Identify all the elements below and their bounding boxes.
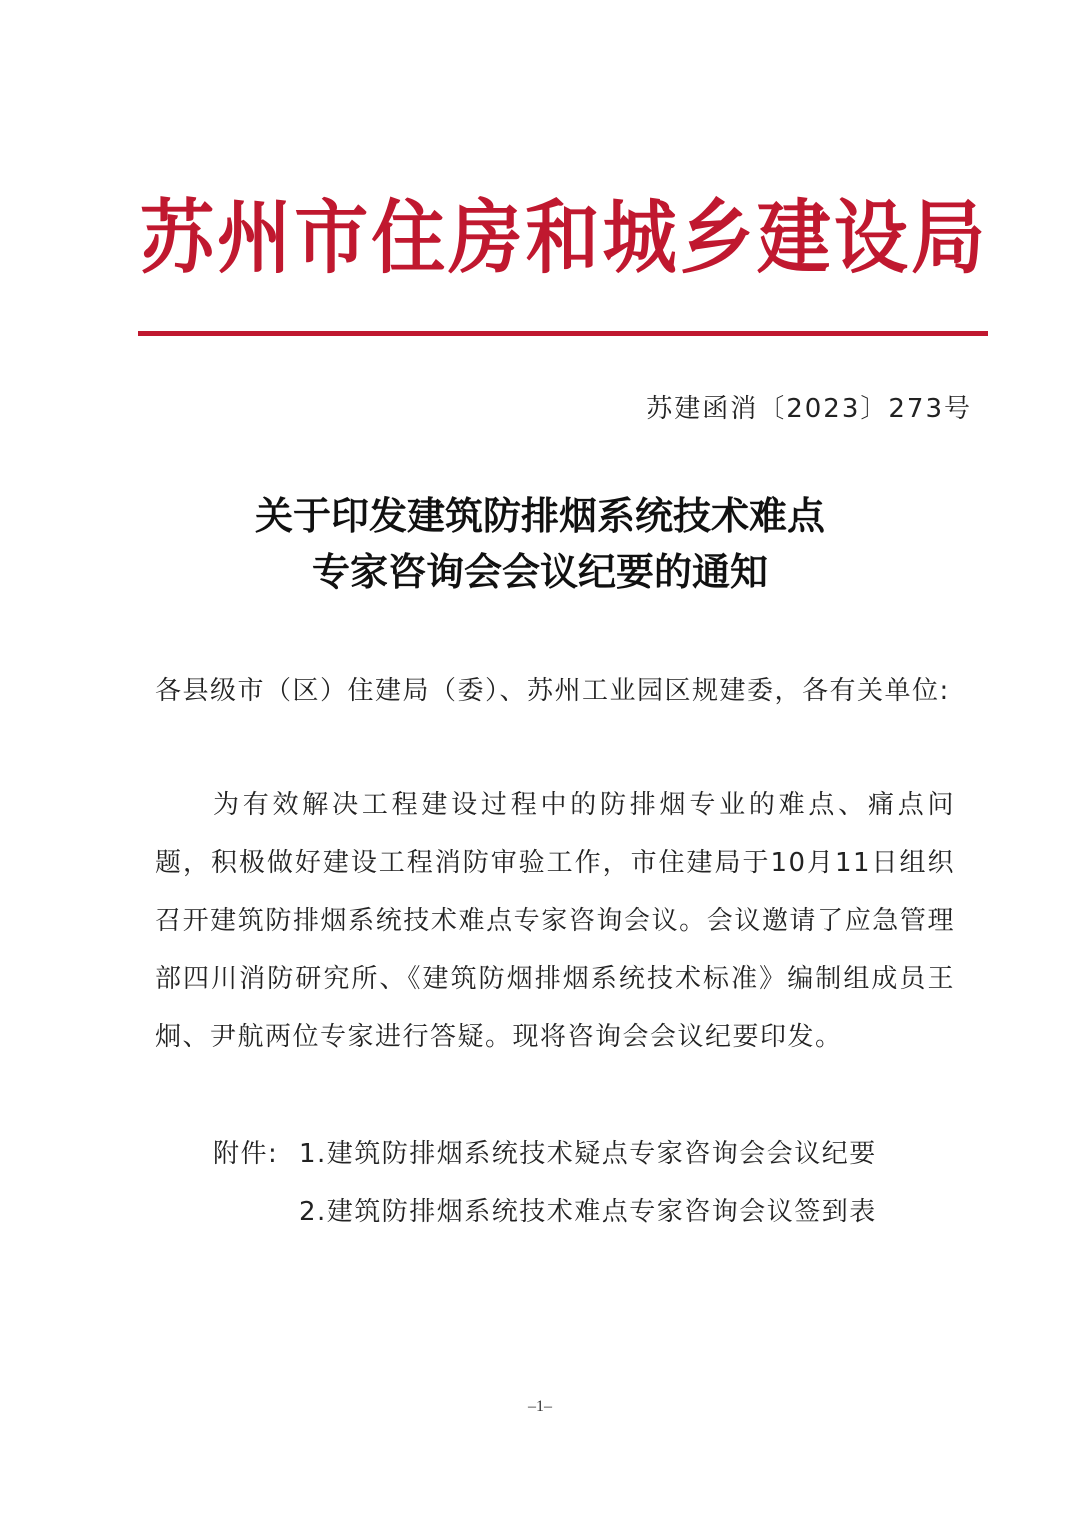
body-paragraph: 为有效解决工程建设过程中的防排烟专业的难点、痛点问题，积极做好建设工程消防审验工作，市住建局于10月11日组织召开建筑防排烟系统技术难点专家咨询会议。会议邀请了应急管理部四川消防研究所、《建筑防烟排烟系统技术标准》编制组成员王炯、尹航两位专家进行答疑。现将咨询会会议纪要印发。: [155, 790, 955, 1052]
masthead-org-name: [140, 178, 985, 286]
masthead-char: 房: [448, 192, 523, 285]
attachment-item: [213, 1183, 877, 1241]
title-line-1: 关于印发建筑防排烟系统技术难点: [254, 493, 825, 538]
red-header-divider: [138, 331, 988, 336]
masthead-char: 局: [910, 192, 985, 285]
masthead-char: 苏: [140, 192, 214, 285]
attachments-list: [213, 1125, 877, 1241]
attachment-item-2: 2.建筑防排烟系统技术难点专家咨询会议签到表: [299, 1197, 877, 1227]
masthead-char: 乡: [679, 192, 754, 285]
attachment-item-1: 1.建筑防排烟系统技术疑点专家咨询会会议纪要: [299, 1139, 877, 1169]
masthead-char: 建: [756, 192, 831, 285]
salutation: 各县级市（区）住建局（委）、苏州工业园区规建委，各有关单位:: [155, 676, 950, 706]
attachment-indent: [213, 1183, 299, 1241]
title-line-2: 专家咨询会会议纪要的通知: [311, 549, 768, 594]
masthead-char: 州: [217, 192, 292, 285]
masthead-char: 市: [294, 192, 369, 285]
masthead-char: 和: [525, 192, 600, 285]
page-number: –1–: [528, 1398, 552, 1415]
document-number: 苏建函消〔2023〕273号: [646, 394, 972, 424]
attachment-item: [213, 1125, 877, 1183]
attachments-label: 附件:: [213, 1139, 279, 1169]
masthead-char: 住: [371, 192, 446, 285]
masthead-char: 设: [833, 192, 908, 285]
masthead-char: 城: [602, 192, 677, 285]
document-title: [0, 488, 1080, 600]
